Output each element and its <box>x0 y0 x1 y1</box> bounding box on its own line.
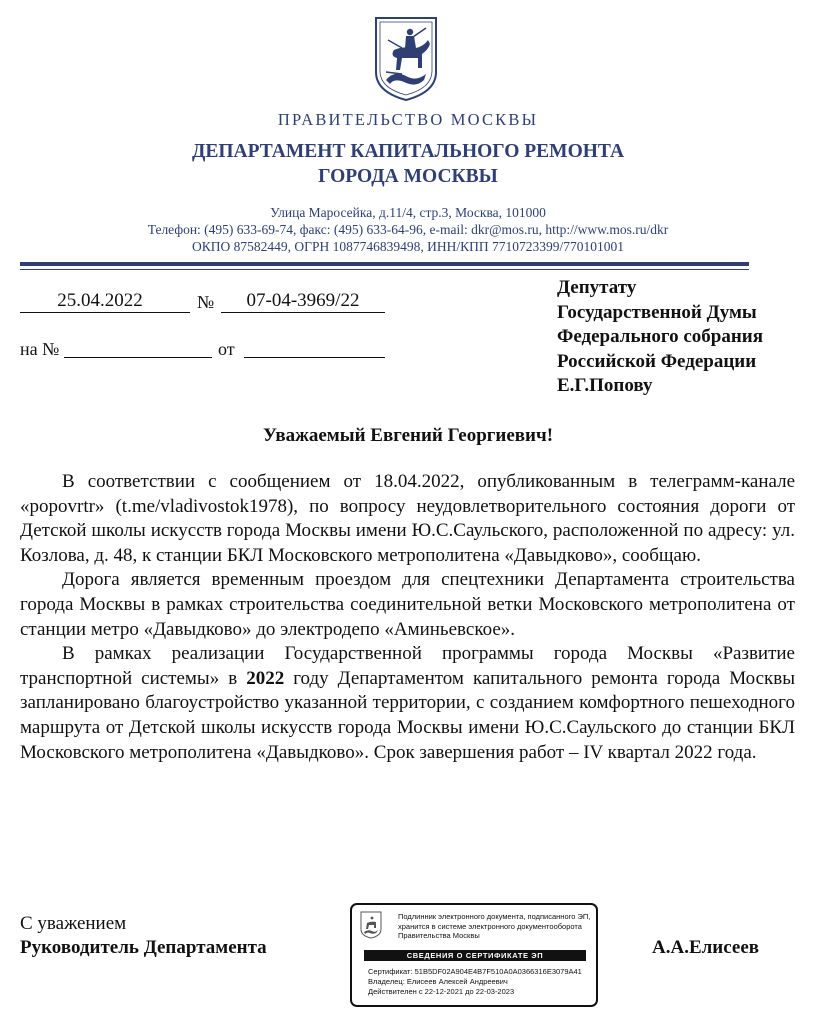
signer-title: Руководитель Департамента <box>20 937 267 958</box>
letterhead-rule-thick <box>20 262 749 266</box>
e-signature-note-line: Подлинник электронного документа, подписанного ЭП, <box>398 912 591 921</box>
e-signature-stamp <box>350 903 598 1007</box>
addressee-line: Федерального собрания <box>557 326 764 347</box>
closing-phrase: С уважением <box>20 913 127 934</box>
outgoing-number: 07-04-3969/22 <box>221 290 385 313</box>
e-signature-note-line: Правительства Москвы <box>398 931 480 940</box>
letter-body <box>20 470 795 765</box>
addressee-line: Депутату <box>557 277 637 298</box>
addressee-block <box>557 276 763 399</box>
addressee-line: Е.Г.Попову <box>557 375 653 396</box>
department-name-line2: ГОРОДА МОСКВЫ <box>318 166 498 187</box>
body-paragraph-3-start: В рамках реализации Государственной программы города Москвы «Развитие транспортной системы» в <box>20 643 795 689</box>
moscow-coat-of-arms-small-icon <box>360 911 382 939</box>
body-paragraph-3-year: 2022 <box>246 667 285 689</box>
addressee-line: Российской Федерации <box>557 350 757 372</box>
outgoing-date: 25.04.2022 <box>20 290 190 313</box>
department-codes: ОКПО 87582449, ОГРН 1087746839498, ИНН/КПП 7710723399/770101001 <box>192 239 624 254</box>
department-contacts: Телефон: (495) 633-69-74, факс: (495) 633-64-96, e-mail: dkr@mos.ru, http://www.mos.ru/dkr <box>147 222 669 237</box>
reference-number-blank <box>64 357 212 358</box>
moscow-coat-of-arms-icon <box>372 14 440 102</box>
salutation: Уважаемый Евгений Георгиевич! <box>262 425 554 446</box>
department-name-line1: ДЕПАРТАМЕНТ КАПИТАЛЬНОГО РЕМОНТА <box>191 141 625 162</box>
letterhead-rule-thin <box>20 269 749 270</box>
body-paragraph-3-end: году Департаментом капитального ремонта города Москвы запланировано благоустройство указанной территории, с созданием комфортного пешеходного маршрута от Детской школы искусств города Москвы имени Ю.С.Саульского до станции БКЛ Московского метрополитена «Давыдково». Срок завершения работ – IV квартал 2022 года. <box>20 667 795 763</box>
signer-name: А.А.Елисеев <box>652 937 760 958</box>
body-paragraph-1: В соответствии с сообщением от 18.04.2022, опубликованным в телеграмм-канале «popovrtr» (t.me/vladivostok1978), по вопросу неудовлетворительного состояния дороги от Детской школы искусств города Москвы имени Ю.С.Саульского, расположенной по адресу: ул. Козлова, д. 48, к станции БКЛ Московского метрополитена «Давыдково», сообщаю. <box>20 471 795 566</box>
number-sign: № <box>197 292 215 312</box>
body-paragraph-2: Дорога является временным проездом для спецтехники Департамента строительства города Москвы в рамках строительства соединительной ветки Московского метрополитена от станции метро «Давыдково» до электродепо «Аминьевское». <box>20 569 795 640</box>
certificate-header: СВЕДЕНИЯ О СЕРТИФИКАТЕ ЭП <box>364 950 586 961</box>
certificate-validity: Действителен с 22-12-2021 до 22-03-2023 <box>368 987 515 996</box>
e-signature-note <box>398 912 594 941</box>
body-paragraph-3 <box>20 642 795 765</box>
department-address: Улица Маросейка, д.11/4, стр.3, Москва, 101000 <box>270 205 546 220</box>
certificate-owner: Владелец: Елисеев Алексей Андреевич <box>368 977 508 986</box>
e-signature-note-line: хранится в системе электронного документооборота <box>398 921 582 931</box>
reference-number-label: на № <box>20 339 60 359</box>
reference-date-label: от <box>218 339 235 359</box>
reference-date-blank <box>244 357 385 358</box>
certificate-id: Сертификат: 51B5DF02A904E4B7F510A0A0366316E3079A41 <box>368 967 582 976</box>
addressee-line: Государственной Думы <box>557 301 757 323</box>
government-name: ПРАВИТЕЛЬСТВО МОСКВЫ <box>277 110 539 129</box>
